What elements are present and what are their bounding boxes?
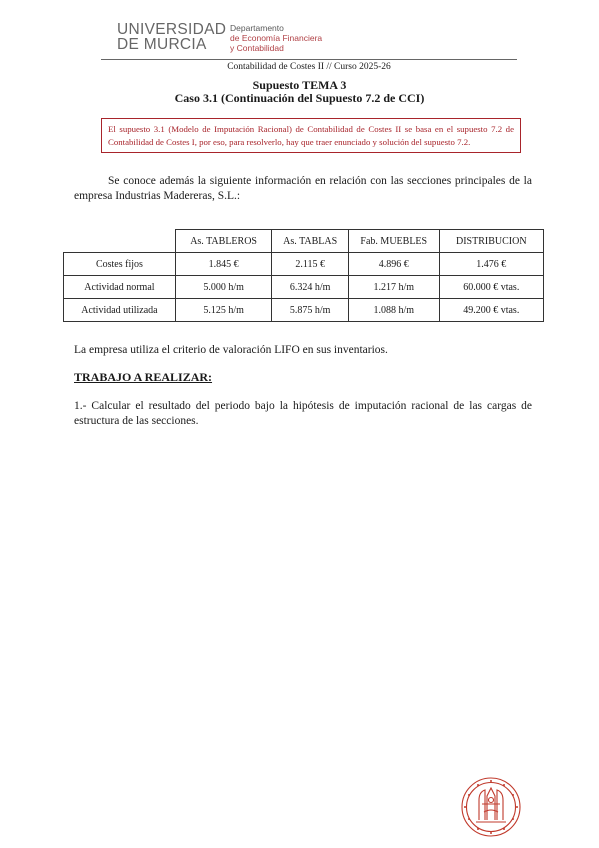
- table-cell: 1.088 h/m: [348, 299, 439, 322]
- notice-box: El supuesto 3.1 (Modelo de Imputación Racional) de Contabilidad de Costes II se basa en el supuesto 7.2 de Contabilidad de Costes I, por eso, para resolverlo, hay que traer enunciado y solución del supuesto 7.2.: [101, 118, 521, 153]
- table-cell: 5.125 h/m: [175, 299, 271, 322]
- table-header-cell: DISTRIBUCION: [439, 230, 543, 253]
- table-row: [64, 299, 544, 322]
- table-header-cell: Fab. MUEBLES: [348, 230, 439, 253]
- course-line: Contabilidad de Costes II // Curso 2025-26: [227, 62, 391, 72]
- table-cell: 49.200 € vtas.: [439, 299, 543, 322]
- table-cell: 1.217 h/m: [348, 276, 439, 299]
- table-row: [64, 276, 544, 299]
- table-cell: 60.000 € vtas.: [439, 276, 543, 299]
- table-header-cell: As. TABLAS: [272, 230, 349, 253]
- university-logo: [117, 22, 477, 54]
- university-name-line1: UNIVERSIDAD: [117, 21, 227, 38]
- task-item-1: 1.- Calcular el resultado del periodo bajo la hipótesis de imputación racional de las cargas de estructura de las secciones.: [74, 400, 532, 427]
- table-cell: Costes fijos: [64, 253, 176, 276]
- table-cell: 5.000 h/m: [175, 276, 271, 299]
- table-cell: 4.896 €: [348, 253, 439, 276]
- document-subtitle: Caso 3.1 (Continuación del Supuesto 7.2 de CCI): [174, 91, 425, 105]
- document-title: Supuesto TEMA 3: [252, 78, 347, 92]
- sections-table: [63, 229, 544, 322]
- intro-paragraph: Se conoce además la siguiente información en relación con las secciones principales de la empresa Industrias Madereras, S.L.:: [74, 175, 532, 202]
- department-name: [230, 23, 322, 53]
- table-cell: 6.324 h/m: [272, 276, 349, 299]
- table-cell: 5.875 h/m: [272, 299, 349, 322]
- table-cell: 2.115 €: [272, 253, 349, 276]
- department-line3: y Contabilidad: [230, 43, 284, 53]
- table-cell: 1.476 €: [439, 253, 543, 276]
- table-cell: 1.845 €: [175, 253, 271, 276]
- header-divider: [101, 59, 517, 60]
- university-name: [117, 22, 226, 52]
- table-cell: Actividad normal: [64, 276, 176, 299]
- department-line2: de Economía Financiera: [230, 33, 323, 43]
- table-cell: Actividad utilizada: [64, 299, 176, 322]
- university-seal-icon: [460, 776, 522, 838]
- university-name-line2: DE MURCIA: [117, 36, 207, 53]
- table-row: [64, 253, 544, 276]
- tasks-heading: TRABAJO A REALIZAR:: [74, 370, 213, 384]
- lifo-paragraph: La empresa utiliza el criterio de valoración LIFO en sus inventarios.: [74, 344, 388, 356]
- table-header-cell: [64, 230, 176, 253]
- table-header-cell: As. TABLEROS: [175, 230, 271, 253]
- table-header-row: [64, 230, 544, 253]
- department-line1: Departamento: [230, 23, 284, 33]
